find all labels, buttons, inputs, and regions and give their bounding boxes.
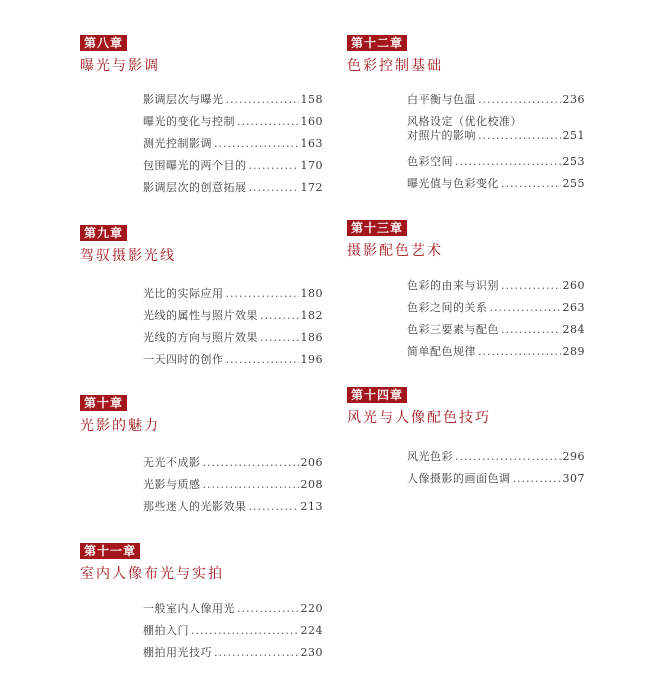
page-number: 263 [562,301,585,314]
toc-entry[interactable]: 影调层次的创意拓展 ..... 172 [143,181,323,203]
page-number: 180 [300,287,323,300]
toc-entry[interactable]: 曝光值与色彩变化 ..... 255 [407,177,585,199]
chapter-tag: 第十二章 [347,35,407,51]
toc-entry[interactable]: 那些迷人的光影效果 ..... 213 [143,500,323,522]
toc-entry[interactable]: 影调层次与曝光 ..... 158 [143,93,323,115]
chapter-13 [347,217,443,260]
page-number: 163 [300,137,323,150]
toc-entry[interactable]: 曝光的变化与控制 ..... 160 [143,115,323,137]
page-number: 182 [300,309,323,322]
page-number: 296 [562,450,585,463]
chapter-tag: 第八章 [80,35,127,51]
toc-entry[interactable]: 一般室内人像用光 ..... 220 [143,602,323,624]
page-number: 260 [562,279,585,292]
chapter-10 [80,392,160,435]
toc-entry[interactable]: 简单配色规律 ..... 289 [407,345,585,367]
chapter-9 [80,222,176,265]
toc-entry[interactable]: 棚拍入门 ..... 224 [143,624,323,646]
chapter-title: 驾驭摄影光线 [80,248,176,264]
page-number: 172 [300,181,323,194]
page-number: 170 [300,159,323,172]
toc-entry[interactable]: 色彩三要素与配色 ..... 284 [407,323,585,345]
chapter-9-entries [143,287,323,375]
chapter-tag: 第十一章 [80,543,140,559]
page-number: 230 [300,646,323,659]
toc-entry[interactable]: 一天四时的创作 ..... 196 [143,353,323,375]
chapter-14 [347,384,491,427]
toc-entry[interactable]: 色彩空间 ..... 253 [407,155,585,177]
page-number: 253 [562,155,585,168]
chapter-10-entries [143,456,323,522]
chapter-tag: 第十三章 [347,220,407,236]
chapter-8 [80,32,160,75]
chapter-12-entries [407,93,585,199]
chapter-title: 风光与人像配色技巧 [347,410,491,426]
toc-entry[interactable]: 色彩之间的关系 ..... 263 [407,301,585,323]
page-number: 289 [562,345,585,358]
chapter-14-entries [407,450,585,494]
page-number: 224 [300,624,323,637]
page-number: 186 [300,331,323,344]
toc-entry[interactable]: 光线的方向与照片效果 ..... 186 [143,331,323,353]
chapter-13-entries [407,279,585,367]
chapter-title: 光影的魅力 [80,418,160,434]
page-number: 284 [562,323,585,336]
chapter-11 [80,540,224,583]
chapter-8-entries [143,93,323,203]
page-number: 158 [300,93,323,106]
page-number: 213 [300,500,323,513]
toc-entry[interactable]: 光影与质感 ..... 208 [143,478,323,500]
page-number: 307 [562,472,585,485]
chapter-tag: 第九章 [80,225,127,241]
page-number: 255 [562,177,585,190]
chapter-title: 室内人像布光与实拍 [80,566,224,582]
toc-entry[interactable]: 包围曝光的两个目的 ..... 170 [143,159,323,181]
chapter-title: 曝光与影调 [80,58,160,74]
page-number: 206 [300,456,323,469]
page-number: 251 [562,129,585,142]
page-number: 160 [300,115,323,128]
page-number: 208 [300,478,323,491]
page-number: 220 [300,602,323,615]
chapter-11-entries [143,602,323,668]
toc-entry[interactable]: 人像摄影的画面色调 ..... 307 [407,472,585,494]
toc-entry[interactable]: 测光控制影调 ..... 163 [143,137,323,159]
chapter-title: 色彩控制基础 [347,58,443,74]
page-number: 236 [562,93,585,106]
chapter-tag: 第十章 [80,395,127,411]
toc-entry[interactable]: 光线的属性与照片效果 ..... 182 [143,309,323,331]
toc-entry[interactable]: 棚拍用光技巧 ..... 230 [143,646,323,668]
chapter-tag: 第十四章 [347,387,407,403]
toc-entry[interactable]: 白平衡与色温 ..... 236 [407,93,585,115]
toc-entry[interactable]: 风光色彩 ..... 296 [407,450,585,472]
chapter-12 [347,32,443,75]
toc-entry[interactable]: 光比的实际应用 ..... 180 [143,287,323,309]
page-number: 196 [300,353,323,366]
toc-entry[interactable]: 风格设定（优化校准） 对照片的影响 ..... 251 [407,115,585,155]
toc-entry[interactable]: 色彩的由来与识别 ..... 260 [407,279,585,301]
chapter-title: 摄影配色艺术 [347,243,443,259]
toc-entry[interactable]: 无光不成影 ..... 206 [143,456,323,478]
